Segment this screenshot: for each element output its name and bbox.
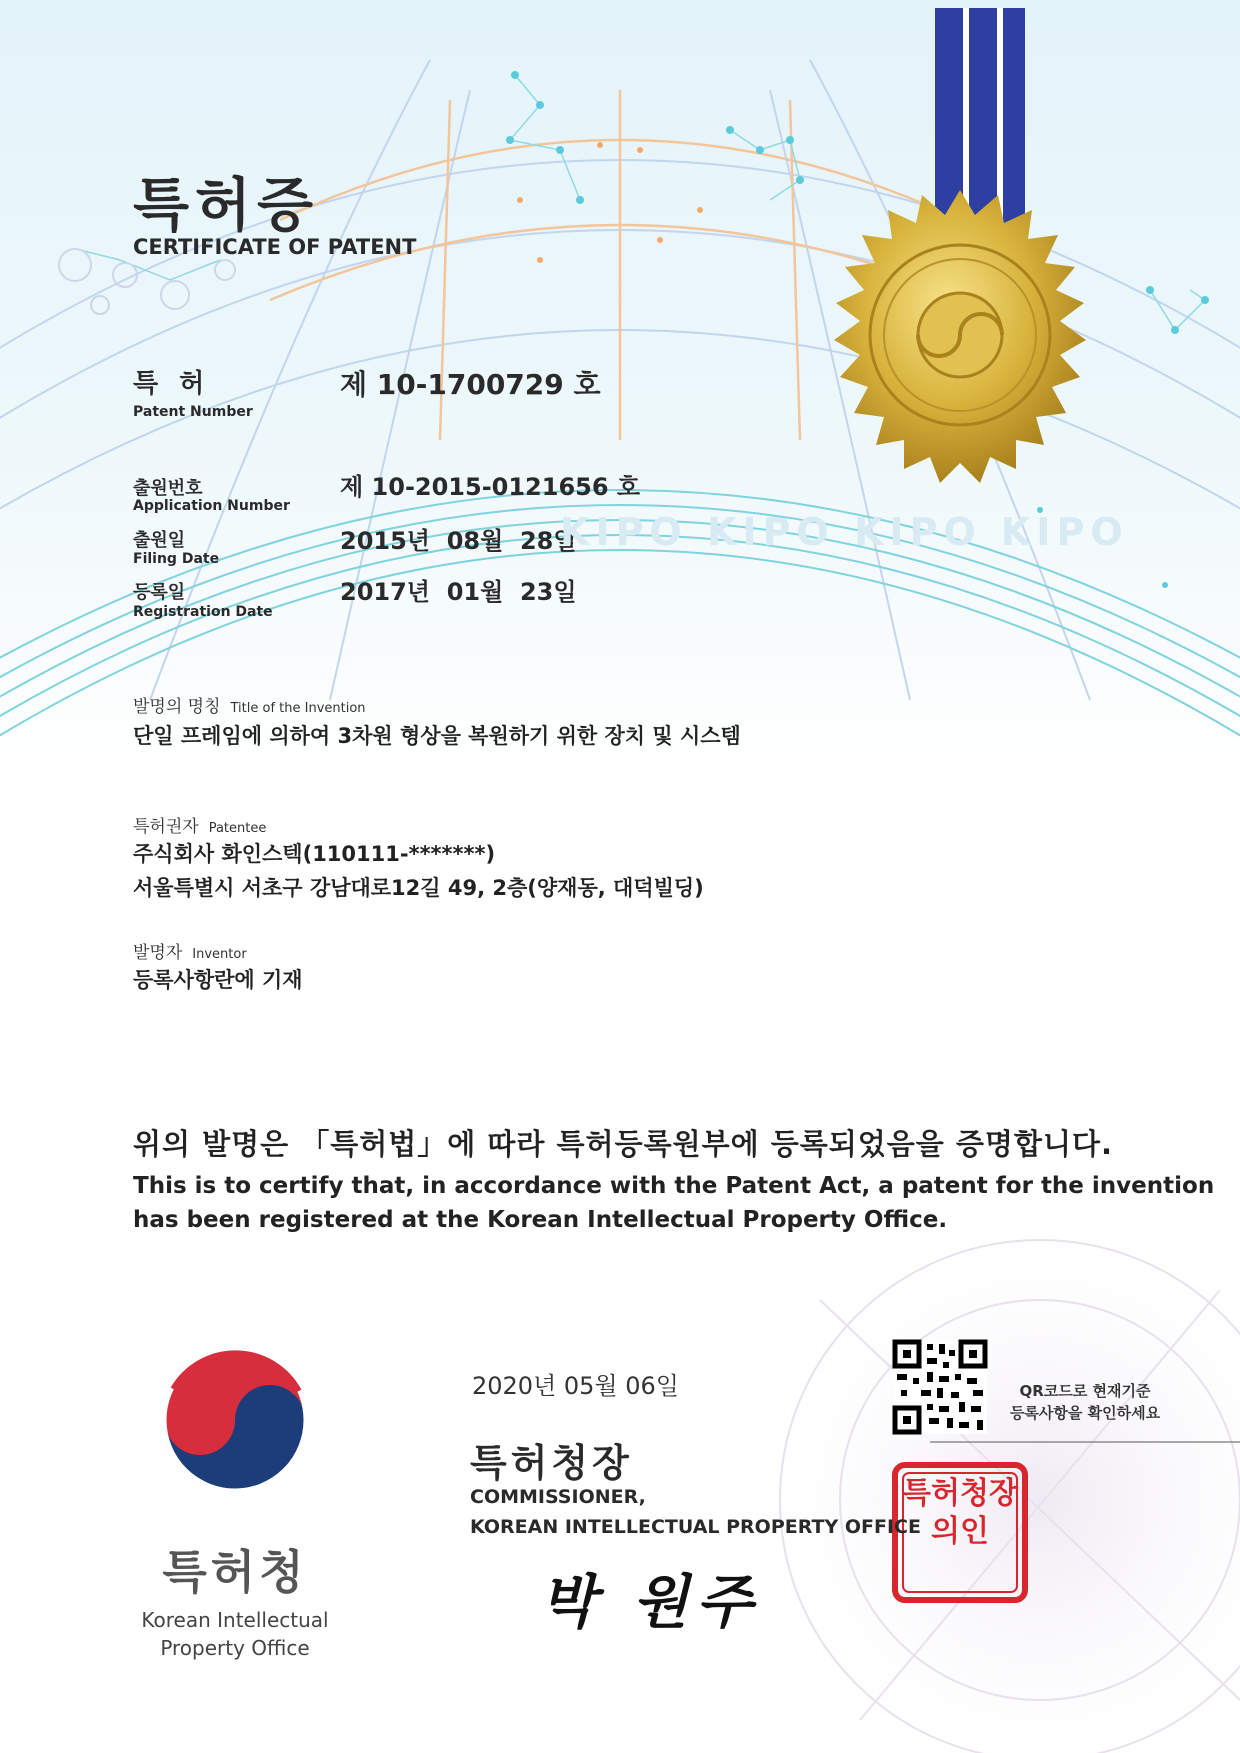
inventor-value: 등록사항란에 기재	[133, 968, 303, 992]
patentee-label	[133, 812, 266, 837]
application-number-label-en: Application Number	[133, 498, 290, 514]
office-name-en-line2: Property Office	[160, 1636, 310, 1660]
certification-statement-en-line1: This is to certify that, in accordance with the Patent Act, a patent for the invention	[133, 1173, 1215, 1199]
inventor-label	[133, 938, 247, 963]
qr-note-line1: QR코드로 현재기준	[1019, 1382, 1151, 1400]
application-number-label-ko: 출원번호	[133, 478, 203, 499]
office-name-en	[100, 1606, 370, 1662]
certification-statement-ko: 위의 발명은 「특허법」에 따라 특허등록원부에 등록되었음을 증명합니다.	[133, 1127, 1114, 1161]
inventor-label-en: Inventor	[192, 947, 247, 962]
application-number-value: 제 10-2015-0121656 호	[340, 473, 641, 501]
office-name-en-line1: Korean Intellectual	[141, 1608, 329, 1632]
invention-label-en: Title of the Invention	[230, 701, 366, 716]
certificate-title-ko: 특허증	[133, 171, 320, 239]
certificate-title-en: CERTIFICATE OF PATENT	[133, 235, 417, 259]
office-name-ko: 특허청	[162, 1545, 308, 1599]
qr-note	[995, 1380, 1175, 1424]
qr-note-line2: 등록사항을 확인하세요	[1009, 1404, 1161, 1422]
registration-date-value: 2017년 01월 23일	[340, 578, 577, 606]
qr-code	[893, 1340, 987, 1434]
registration-date-label-en: Registration Date	[133, 604, 273, 620]
filing-date-label-en: Filing Date	[133, 551, 220, 567]
patent-number-label-en: Patent Number	[133, 404, 253, 420]
certification-statement-en-line2: has been registered at the Korean Intellectual Property Office.	[133, 1207, 948, 1233]
patentee-label-ko: 특허권자	[133, 817, 199, 837]
registration-date-label-ko: 등록일	[133, 582, 186, 603]
patentee-address: 서울특별시 서초구 강남대로12길 49, 2층(양재동, 대덕빌딩)	[133, 876, 704, 900]
invention-title: 단일 프레임에 의하여 3차원 형상을 복원하기 위한 장치 및 시스템	[133, 724, 741, 748]
patentee-name: 주식회사 화인스텍(110111-*******)	[133, 842, 496, 866]
commissioner-signature: 박 원주	[540, 1568, 761, 1636]
issue-date: 2020년 05월 06일	[472, 1372, 679, 1400]
filing-date-label-ko: 출원일	[133, 530, 186, 551]
commissioner-title-en-line2: KOREAN INTELLECTUAL PROPERTY OFFICE	[470, 1516, 921, 1538]
commissioner-title-en-line1: COMMISSIONER,	[470, 1486, 646, 1508]
inventor-label-ko: 발명자	[133, 943, 183, 963]
kipo-watermark: KIPO KIPO KIPO KIPO	[560, 510, 1129, 554]
patent-number-value: 제 10-1700729 호	[340, 368, 601, 401]
kipo-emblem	[165, 1350, 305, 1490]
commissioner-title-ko: 특허청장	[470, 1441, 633, 1485]
patentee-label-en: Patentee	[208, 821, 267, 836]
filing-date-value: 2015년 08월 28일	[340, 527, 577, 555]
invention-label-ko: 발명의 명칭	[133, 697, 221, 717]
patent-number-label-ko: 특 허	[133, 369, 211, 399]
stamp-text: 특허청장의인	[902, 1476, 1018, 1549]
invention-label	[133, 692, 366, 717]
